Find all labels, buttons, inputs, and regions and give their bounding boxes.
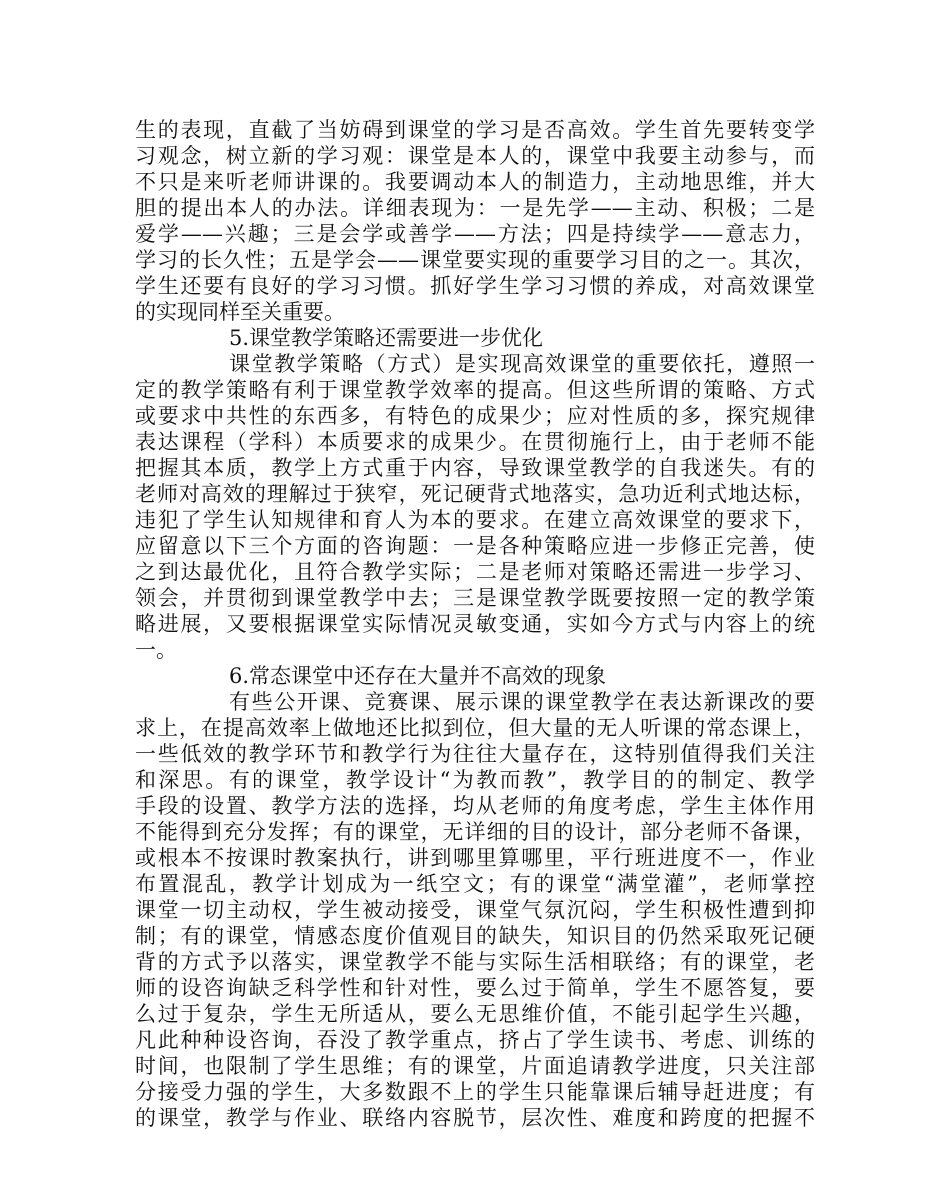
text-line: 和深思。有的课堂，教学设计“为教而教”，教学目的的制定、教学 xyxy=(135,768,815,792)
text-line: 背的方式予以落实，课堂教学不能与实际生活相联络；有的课堂，老 xyxy=(135,950,815,974)
text-line: 不能得到充分发挥；有的课堂，无详细的目的设计，部分老师不备课， xyxy=(135,820,815,844)
text-line: 手段的设置、教学方法的选择，均从老师的角度考虑，学生主体作用 xyxy=(135,794,815,818)
text-line: 之到达最优化，且符合教学实际；二是老师对策略还需进一步学习、 xyxy=(135,560,815,584)
text-line: 或要求中共性的东西多，有特色的成果少；应对性质的多，探究规律 xyxy=(135,404,815,428)
text-line: 生的表现，直截了当妨碍到课堂的学习是否高效。学生首先要转变学 xyxy=(135,118,815,142)
text-line: 分接受力强的学生，大多数跟不上的学生只能靠课后辅导赶进度；有 xyxy=(135,1080,815,1104)
text-line: 学习的长久性；五是学会——课堂要实现的重要学习目的之一。其次， xyxy=(135,248,815,272)
text-line: 制；有的课堂，情感态度价值观目的缺失，知识目的仍然采取死记硬 xyxy=(135,924,815,948)
paragraph-1 xyxy=(135,117,815,325)
text-line: 爱学——兴趣；三是会学或善学——方法；四是持续学——意志力， xyxy=(135,222,815,246)
text-line: 凡此种种设咨询，吞没了教学重点，挤占了学生读书、考虑、训练的 xyxy=(135,1028,815,1052)
text-line: 师的设咨询缺乏科学性和针对性，要么过于简单，学生不愿答复，要 xyxy=(135,976,815,1000)
section-heading-6: 6.常态课堂中还存在大量并不高效的现象 xyxy=(229,664,607,688)
text-line: 老师对高效的理解过于狭窄，死记硬背式地落实，急功近利式地达标， xyxy=(135,482,815,506)
text-line: 有些公开课、竞赛课、展示课的课堂教学在表达新课改的要 xyxy=(229,690,815,714)
text-line: 表达课程（学科）本质要求的成果少。在贯彻施行上，由于老师不能 xyxy=(135,430,815,454)
text-line: 定的教学策略有利于课堂教学效率的提高。但这些所谓的策略、方式 xyxy=(135,378,815,402)
text-line: 违犯了学生认知规律和育人为本的要求。在建立高效课堂的要求下， xyxy=(135,508,815,532)
text-line: 略进展，又要根据课堂实际情况灵敏变通，实如今方式与内容上的统 xyxy=(135,612,815,636)
text-line: 么过于复杂，学生无所适从，要么无思维价值，不能引起学生兴趣， xyxy=(135,1002,815,1026)
text-line: 学生还要有良好的学习习惯。抓好学生学习习惯的养成，对高效课堂 xyxy=(135,274,815,298)
text-line: 布置混乱，教学计划成为一纸空文；有的课堂“满堂灌”，老师掌控 xyxy=(135,872,815,896)
text-line: 或根本不按课时教案执行，讲到哪里算哪里，平行班进度不一，作业 xyxy=(135,846,815,870)
text-line: 把握其本质，教学上方式重于内容，导致课堂教学的自我迷失。有的 xyxy=(135,456,815,480)
paragraph-3 xyxy=(135,689,815,1131)
section-heading-5: 5.课堂教学策略还需要进一步优化 xyxy=(229,326,544,350)
text-line: 一些低效的教学环节和教学行为往往大量存在，这特别值得我们关注 xyxy=(135,742,815,766)
text-line: 求上，在提高效率上做地还比拟到位，但大量的无人听课的常态课上， xyxy=(135,716,815,740)
paragraph-2 xyxy=(135,351,815,663)
text-line: 课堂一切主动权，学生被动接受，课堂气氛沉闷，学生积极性遭到抑 xyxy=(135,898,815,922)
text-line: 一。 xyxy=(135,638,177,662)
text-line: 应留意以下三个方面的咨询题：一是各种策略应进一步修正完善，使 xyxy=(135,534,815,558)
text-line: 领会，并贯彻到课堂教学中去；三是课堂教学既要按照一定的教学策 xyxy=(135,586,815,610)
text-line: 的实现同样至关重要。 xyxy=(135,300,345,324)
text-line: 时间，也限制了学生思维；有的课堂，片面追请教学进度，只关注部 xyxy=(135,1054,815,1078)
text-line: 不只是来听老师讲课的。我要调动本人的制造力，主动地思维，并大 xyxy=(135,170,815,194)
text-line: 习观念，树立新的学习观：课堂是本人的，课堂中我要主动参与，而 xyxy=(135,144,815,168)
text-line: 的课堂，教学与作业、联络内容脱节，层次性、难度和跨度的把握不 xyxy=(135,1106,815,1130)
document-body xyxy=(135,117,815,1131)
text-line: 课堂教学策略（方式）是实现高效课堂的重要依托，遵照一 xyxy=(229,352,815,376)
text-line: 胆的提出本人的办法。详细表现为：一是先学——主动、积极；二是 xyxy=(135,196,815,220)
